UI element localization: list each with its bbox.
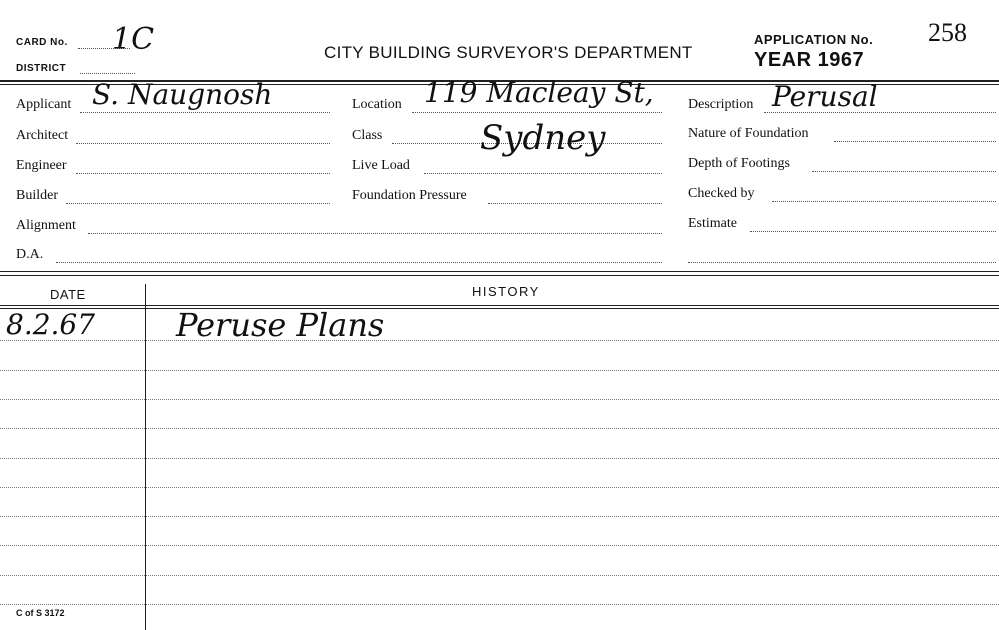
year-label: YEAR 1967 <box>754 49 865 71</box>
applicant-line <box>80 112 330 113</box>
history-line <box>0 516 999 517</box>
history-line <box>0 545 999 546</box>
date-header: DATE <box>50 287 86 302</box>
alignment-label: Alignment <box>16 218 76 233</box>
nature-of-foundation-label: Nature of Foundation <box>688 126 809 141</box>
form-code: C of S 3172 <box>16 608 65 618</box>
col3-blank-line <box>688 262 996 263</box>
alignment-line <box>88 233 662 234</box>
foundation-pressure-label: Foundation Pressure <box>352 188 467 203</box>
estimate-line <box>750 231 996 232</box>
history-entry-date: 8.2.67 <box>6 308 96 341</box>
depth-of-footings-line <box>812 171 996 172</box>
history-line <box>0 487 999 488</box>
description-value: Perusal <box>772 80 878 113</box>
card-no-label: CARD No. <box>16 37 68 48</box>
history-line <box>0 340 999 341</box>
nature-of-foundation-line <box>834 141 996 142</box>
history-line <box>0 399 999 400</box>
location-line <box>412 112 662 113</box>
department-title: CITY BUILDING SURVEYOR'S DEPARTMENT <box>324 43 693 62</box>
engineer-line <box>76 173 330 174</box>
history-header-rule-1 <box>0 305 999 306</box>
history-line <box>0 604 999 605</box>
architect-label: Architect <box>16 128 69 143</box>
checked-by-label: Checked by <box>688 186 755 201</box>
location-label: Location <box>352 97 402 112</box>
builder-line <box>66 203 330 204</box>
history-header-rule-2 <box>0 308 999 309</box>
history-line <box>0 428 999 429</box>
checked-by-line <box>772 201 996 202</box>
history-header: HISTORY <box>472 284 540 299</box>
foundation-pressure-line <box>488 203 662 204</box>
applicant-label: Applicant <box>16 97 72 112</box>
estimate-label: Estimate <box>688 216 737 231</box>
history-line <box>0 458 999 459</box>
application-no-label: APPLICATION No. <box>754 32 874 47</box>
da-line <box>56 262 662 263</box>
district-label: DISTRICT <box>16 63 67 74</box>
builder-label: Builder <box>16 188 58 203</box>
card-no-value: 1C <box>112 22 155 57</box>
date-column-divider <box>145 284 146 630</box>
engineer-label: Engineer <box>16 158 67 173</box>
description-label: Description <box>688 97 754 112</box>
class-value: Sydney <box>480 118 606 158</box>
history-entry-text: Peruse Plans <box>176 306 385 344</box>
live-load-label: Live Load <box>352 158 410 173</box>
history-rule-top <box>0 271 999 272</box>
history-line <box>0 575 999 576</box>
history-line <box>0 370 999 371</box>
history-rule-bottom <box>0 275 999 276</box>
live-load-line <box>424 173 662 174</box>
location-value: 119 Macleay St, <box>424 76 654 109</box>
district-line <box>80 73 135 74</box>
application-no-value: 258 <box>928 18 967 47</box>
da-label: D.A. <box>16 247 44 262</box>
applicant-value: S. Naugnosh <box>92 78 273 111</box>
depth-of-footings-label: Depth of Footings <box>688 156 790 171</box>
architect-line <box>76 143 330 144</box>
class-label: Class <box>352 128 383 143</box>
